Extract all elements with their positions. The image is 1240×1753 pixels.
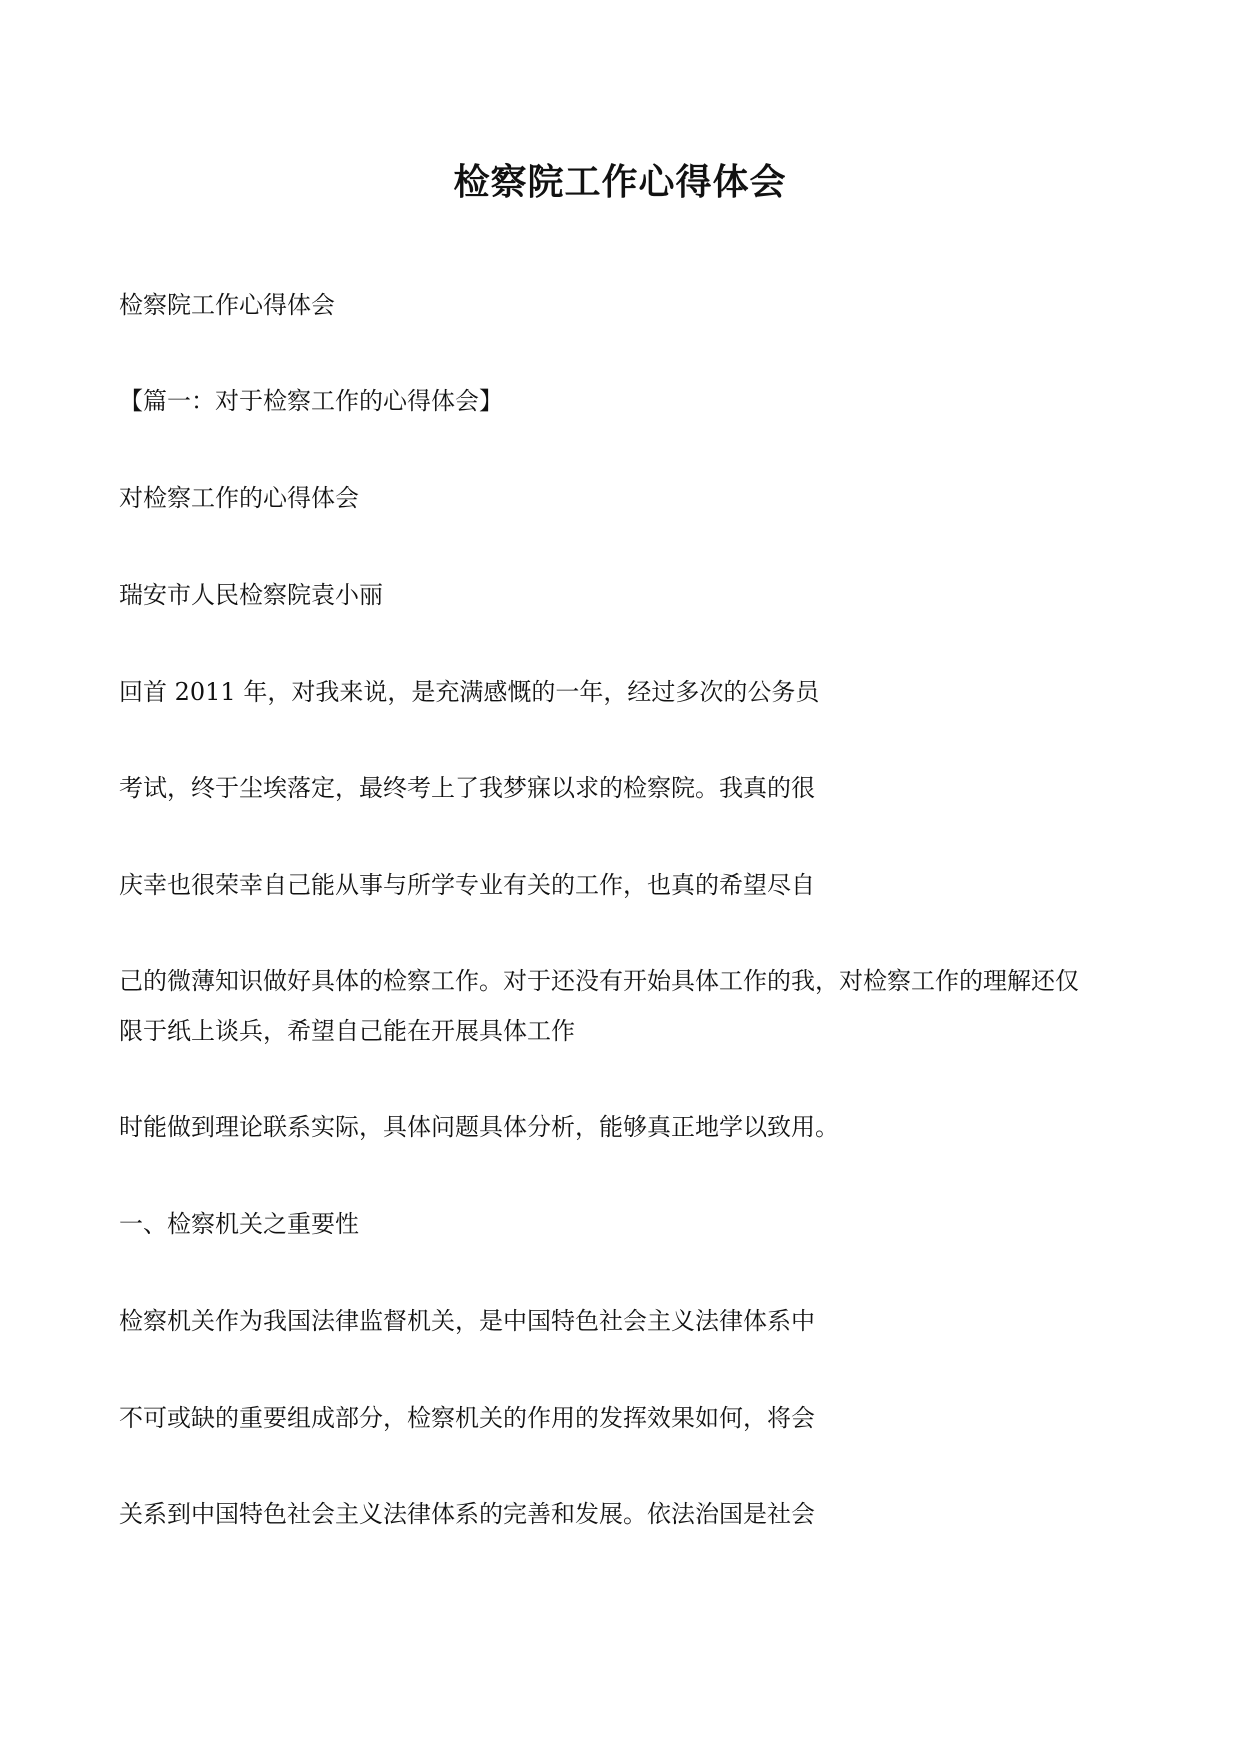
body-line-subtitle: 检察院工作心得体会 bbox=[119, 291, 335, 319]
body-line: 关系到中国特色社会主义法律体系的完善和发展。依法治国是社会 bbox=[119, 1500, 815, 1528]
body-line: 限于纸上谈兵，希望自己能在开展具体工作 bbox=[119, 1017, 575, 1045]
subsection-heading: 一、检察机关之重要性 bbox=[119, 1210, 359, 1238]
body-line: 检察机关作为我国法律监督机关，是中国特色社会主义法律体系中 bbox=[119, 1307, 815, 1335]
body-line: 不可或缺的重要组成部分，检察机关的作用的发挥效果如何，将会 bbox=[119, 1404, 815, 1432]
body-line: 己的微薄知识做好具体的检察工作。对于还没有开始具体工作的我，对检察工作的理解还仅 bbox=[119, 967, 1079, 995]
author-line: 瑞安市人民检察院袁小丽 bbox=[119, 581, 383, 609]
body-line: 庆幸也很荣幸自己能从事与所学专业有关的工作，也真的希望尽自 bbox=[119, 871, 815, 899]
body-line: 考试，终于尘埃落定，最终考上了我梦寐以求的检察院。我真的很 bbox=[119, 774, 815, 802]
body-line: 时能做到理论联系实际，具体问题具体分析，能够真正地学以致用。 bbox=[119, 1113, 839, 1141]
body-line: 回首 2011 年，对我来说，是充满感慨的一年，经过多次的公务员 bbox=[119, 678, 820, 706]
document-title: 检察院工作心得体会 bbox=[453, 161, 787, 203]
section-heading: 【篇一：对于检察工作的心得体会】 bbox=[119, 387, 503, 415]
article-title: 对检察工作的心得体会 bbox=[119, 484, 359, 512]
